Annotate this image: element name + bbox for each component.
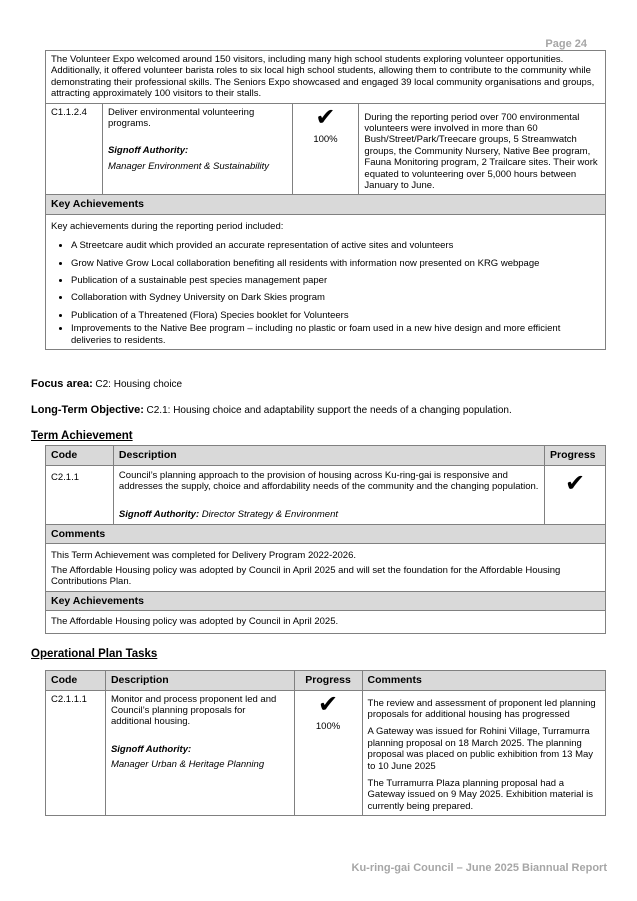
column-header-code: Code: [46, 446, 114, 466]
term-achievement-heading: Term Achievement: [31, 430, 133, 442]
term-description: Council’s planning approach to the provision of housing across Ku-ring-gai is responsive and addresses the supply, choice and affordability needs of the community and the changing population. Signoff Authority: Director Strategy & Environment: [113, 465, 544, 524]
operational-plan-heading: Operational Plan Tasks: [31, 648, 158, 660]
key-achievements-header: Key Achievements: [46, 195, 606, 215]
list-item: • Collaboration with Sydney University on Dark Skies program: [71, 292, 600, 303]
list-item: • Grow Native Grow Local collaboration benefiting all residents with information now presented on KRG webpage: [71, 258, 600, 269]
task-comment: During the reporting period over 700 environmental volunteers were involved in more than 60 Bush/Street/Park/Treecare groups, 5 Streamwatch groups, the Community Nursery, Native Bee program, Fauna Monitoring program, 2 Trailcare sites. Their work equated to volunteering over 5,000 hours between January to June.: [359, 103, 606, 195]
achievement-list: [51, 240, 600, 346]
signoff-value: Director Strategy & Environment: [201, 509, 339, 521]
comments-body: [46, 544, 606, 591]
signoff: [119, 509, 539, 520]
volunteer-table: [45, 50, 606, 350]
objective-value: C2.1: Housing choice and adaptability support the needs of a changing population.: [146, 405, 512, 416]
signoff-value: Manager Environment & Sustainability: [107, 160, 270, 172]
task-code: C2.1.1.1: [46, 690, 106, 816]
comment-paragraph: The review and assessment of proponent led planning proposals for additional housing has progressed: [367, 697, 596, 720]
table-row: [46, 465, 606, 524]
key-achievements-text: The Affordable Housing policy was adopted by Council in April 2025.: [46, 611, 606, 633]
progress-cell: [545, 465, 606, 524]
column-header-description: Description: [113, 446, 544, 466]
comment-paragraph: This Term Achievement was completed for Delivery Program 2022-2026.: [51, 550, 357, 562]
column-header-progress: Progress: [545, 446, 606, 466]
objective-label: Long-Term Objective:: [31, 404, 144, 416]
operational-plan-table: [45, 670, 606, 816]
comments-header: Comments: [46, 524, 606, 544]
progress-cell: [294, 690, 362, 816]
focus-area-label: Focus area:: [31, 378, 93, 390]
comment-paragraph: The Affordable Housing policy was adopted by Council in April 2025 and will set the foundation for the Affordable Housing Contributions Plan.: [51, 564, 561, 588]
signoff-value: Manager Urban & Heritage Planning: [110, 759, 265, 771]
key-achievements-header: Key Achievements: [46, 591, 606, 611]
page-number: Page 24: [545, 38, 587, 50]
column-header-code: Code: [46, 671, 106, 691]
signoff-label: Signoff Authority:: [118, 509, 200, 521]
list-item: • Publication of a Threatened (Flora) Species booklet for Volunteers: [71, 310, 600, 321]
footer-title: Ku-ring-gai Council – June 2025 Biannual Report: [351, 862, 607, 874]
comment-paragraph: A Gateway was issued for Rohini Village, Turramurra planning proposal on 18 March 2025. The planning proposal was placed on public exhibition from 13 May to 10 June 2025: [367, 726, 594, 772]
focus-area-value: C2: Housing choice: [95, 379, 183, 390]
signoff-label: Signoff Authority:: [110, 743, 192, 755]
column-header-progress: Progress: [294, 671, 362, 691]
checkmark-icon: ✔: [318, 690, 339, 718]
key-achievements-body: [46, 214, 606, 349]
term-code: C2.1.1: [46, 465, 114, 524]
comment-paragraph: The Turramurra Plaza planning proposal had a Gateway issued on 9 May 2025. Exhibition material is currently being prepared.: [367, 777, 594, 812]
progress-value: 100%: [315, 720, 341, 732]
column-header-description: Description: [105, 671, 294, 691]
checkmark-icon: ✔: [315, 103, 336, 131]
progress-cell: [292, 103, 359, 195]
key-achievements-intro: Key achievements during the reporting period included:: [51, 220, 284, 232]
long-term-objective: [31, 404, 512, 416]
expo-summary: The Volunteer Expo welcomed around 150 visitors, including many high school students exploring volunteer opportunities. Additionally, it offered volunteer barista roles to six local high school students, allowing them to contribute to the community while demonstrating their professional skills. The Seniors Expo showcased and engaged 39 local community organisations and groups, attracting approximately 100 visitors to their stalls.: [46, 51, 606, 104]
table-row: [46, 103, 606, 195]
column-header-comments: Comments: [362, 671, 605, 691]
list-item: • A Streetcare audit which provided an accurate representation of active sites and volunteers: [71, 240, 600, 251]
task-code: C1.1.2.4: [46, 103, 103, 195]
checkmark-icon: ✔: [564, 469, 586, 497]
term-achievement-table: [45, 445, 606, 634]
list-item: • Publication of a sustainable pest species management paper: [71, 275, 600, 286]
list-item: • Improvements to the Native Bee program – including no plastic or foam used in a new hive design and more efficient deliveries to residents.: [71, 323, 600, 346]
task-comments: [362, 690, 605, 816]
table-row: [46, 690, 606, 816]
task-description: Monitor and process proponent led and Council’s planning proposals for additional housing. Signoff Authority: Manager Urban & Heritage Planning: [105, 690, 294, 816]
progress-value: 100%: [313, 133, 338, 145]
signoff-label: Signoff Authority:: [107, 145, 189, 157]
focus-area: [31, 378, 182, 390]
task-description: Deliver environmental volunteering programs. Signoff Authority: Manager Environment & Sustainability: [102, 103, 292, 195]
